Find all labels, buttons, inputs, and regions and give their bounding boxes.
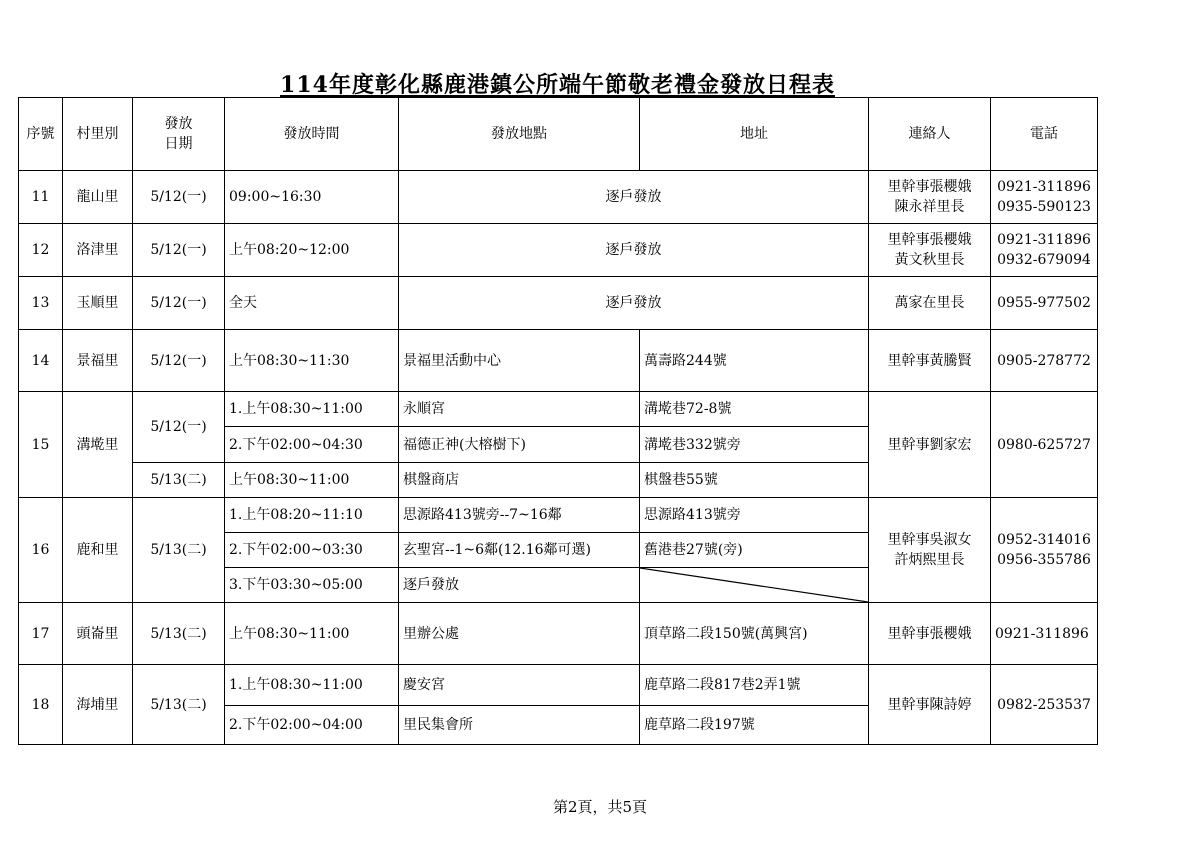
schedule-table <box>18 97 1098 745</box>
contact-line: 里幹事張櫻娥 <box>887 179 972 195</box>
header-date-line2: 日期 <box>164 136 193 152</box>
table-row <box>19 498 1098 533</box>
date-cell: 5/13(二) <box>133 603 225 665</box>
contact-line: 黃文秋里長 <box>894 252 965 268</box>
table-row <box>19 171 1098 224</box>
date-cell: 5/12(一) <box>133 392 225 463</box>
contact-line: 陳永祥里長 <box>894 199 965 215</box>
header-date <box>133 98 225 171</box>
village-cell: 頭崙里 <box>63 603 133 665</box>
table-row <box>19 330 1098 392</box>
village-cell: 鹿和里 <box>63 498 133 603</box>
village-cell: 洛津里 <box>63 224 133 277</box>
village-cell: 景福里 <box>63 330 133 392</box>
time-cell: 09:00~16:30 <box>225 171 399 224</box>
address-cell: 棋盤巷55號 <box>640 463 869 498</box>
phone-line: 0932-679094 <box>997 252 1091 268</box>
header-address: 地址 <box>640 98 869 171</box>
seq-cell: 17 <box>19 603 63 665</box>
time-cell: 2.下午02:00~03:30 <box>225 533 399 568</box>
time-cell: 3.下午03:30~05:00 <box>225 568 399 603</box>
diagonal-line <box>640 568 868 602</box>
address-cell: 萬壽路244號 <box>640 330 869 392</box>
phone-cell <box>991 498 1098 603</box>
place-cell: 永順宮 <box>399 392 640 427</box>
phone-cell: 0921-311896 <box>991 603 1098 665</box>
village-cell: 海埔里 <box>63 665 133 745</box>
contact-cell <box>869 498 991 603</box>
date-cell: 5/12(一) <box>133 277 225 330</box>
phone-cell <box>991 224 1098 277</box>
place-cell: 景福里活動中心 <box>399 330 640 392</box>
phone-cell <box>991 171 1098 224</box>
place-cell: 逐戶發放 <box>399 568 640 603</box>
contact-line: 里幹事張櫻娥 <box>887 232 972 248</box>
date-cell: 5/12(一) <box>133 224 225 277</box>
table-header-row <box>19 98 1098 171</box>
time-cell: 2.下午02:00~04:30 <box>225 427 399 463</box>
seq-cell: 15 <box>19 392 63 498</box>
seq-cell: 18 <box>19 665 63 745</box>
address-cell: 思源路413號旁 <box>640 498 869 533</box>
contact-cell: 里幹事劉家宏 <box>869 392 991 498</box>
address-cell: 頂草路二段150號(萬興宮) <box>640 603 869 665</box>
time-cell: 1.上午08:20~11:10 <box>225 498 399 533</box>
header-place: 發放地點 <box>399 98 640 171</box>
address-cell: 鹿草路二段817巷2弄1號 <box>640 665 869 706</box>
address-cell: 溝墘巷332號旁 <box>640 427 869 463</box>
table-row <box>19 392 1098 427</box>
date-cell: 5/13(二) <box>133 665 225 745</box>
phone-line: 0956-355786 <box>997 552 1091 568</box>
time-cell: 上午08:20~12:00 <box>225 224 399 277</box>
page-number: 第2頁，共5頁 <box>552 798 648 816</box>
place-cell: 逐戶發放 <box>399 171 869 224</box>
place-cell: 慶安宮 <box>399 665 640 706</box>
header-time: 發放時間 <box>225 98 399 171</box>
seq-cell: 16 <box>19 498 63 603</box>
date-cell: 5/12(一) <box>133 330 225 392</box>
header-seq: 序號 <box>19 98 63 171</box>
village-cell: 玉順里 <box>63 277 133 330</box>
time-cell: 上午08:30~11:00 <box>225 463 399 498</box>
seq-cell: 14 <box>19 330 63 392</box>
header-phone: 電話 <box>991 98 1098 171</box>
date-cell: 5/12(一) <box>133 171 225 224</box>
phone-cell: 0982-253537 <box>991 665 1098 745</box>
date-cell: 5/13(二) <box>133 463 225 498</box>
phone-line: 0921-311896 <box>997 232 1091 248</box>
seq-cell: 11 <box>19 171 63 224</box>
phone-line: 0952-314016 <box>997 532 1091 548</box>
phone-line: 0921-311896 <box>997 179 1091 195</box>
time-cell: 全天 <box>225 277 399 330</box>
contact-line: 里幹事吳淑女 <box>887 532 972 548</box>
village-cell: 溝墘里 <box>63 392 133 498</box>
contact-cell <box>869 171 991 224</box>
contact-cell: 萬家在里長 <box>869 277 991 330</box>
place-cell: 里辦公處 <box>399 603 640 665</box>
place-cell: 福德正神(大榕樹下) <box>399 427 640 463</box>
phone-cell: 0905-278772 <box>991 330 1098 392</box>
time-cell: 1.上午08:30~11:00 <box>225 392 399 427</box>
village-cell: 龍山里 <box>63 171 133 224</box>
phone-line: 0935-590123 <box>997 199 1091 215</box>
contact-line: 許炳熙里長 <box>894 552 965 568</box>
place-cell: 逐戶發放 <box>399 277 869 330</box>
address-cell: 舊港巷27號(旁) <box>640 533 869 568</box>
table-row <box>19 277 1098 330</box>
address-cell: 鹿草路二段197號 <box>640 706 869 745</box>
header-contact: 連絡人 <box>869 98 991 171</box>
date-cell: 5/13(二) <box>133 498 225 603</box>
phone-cell: 0955-977502 <box>991 277 1098 330</box>
place-cell: 棋盤商店 <box>399 463 640 498</box>
time-cell: 上午08:30~11:00 <box>225 603 399 665</box>
place-cell: 逐戶發放 <box>399 224 869 277</box>
place-cell: 里民集會所 <box>399 706 640 745</box>
table-row <box>19 665 1098 706</box>
page-title: 114年度彰化縣鹿港鎮公所端午節敬老禮金發放日程表 <box>280 72 835 98</box>
seq-cell: 12 <box>19 224 63 277</box>
contact-cell: 里幹事陳詩婷 <box>869 665 991 745</box>
header-date-line1: 發放 <box>164 116 193 132</box>
seq-cell: 13 <box>19 277 63 330</box>
time-cell: 2.下午02:00~04:00 <box>225 706 399 745</box>
phone-cell: 0980-625727 <box>991 392 1098 498</box>
place-cell: 玄聖宮--1~6鄰(12.16鄰可選) <box>399 533 640 568</box>
contact-cell: 里幹事張櫻娥 <box>869 603 991 665</box>
empty-address-cell <box>640 568 869 603</box>
place-cell: 思源路413號旁--7~16鄰 <box>399 498 640 533</box>
address-cell: 溝墘巷72-8號 <box>640 392 869 427</box>
contact-cell: 里幹事黃騰賢 <box>869 330 991 392</box>
contact-cell <box>869 224 991 277</box>
time-cell: 1.上午08:30~11:00 <box>225 665 399 706</box>
header-village: 村里別 <box>63 98 133 171</box>
time-cell: 上午08:30~11:30 <box>225 330 399 392</box>
table-row <box>19 224 1098 277</box>
table-row <box>19 603 1098 665</box>
